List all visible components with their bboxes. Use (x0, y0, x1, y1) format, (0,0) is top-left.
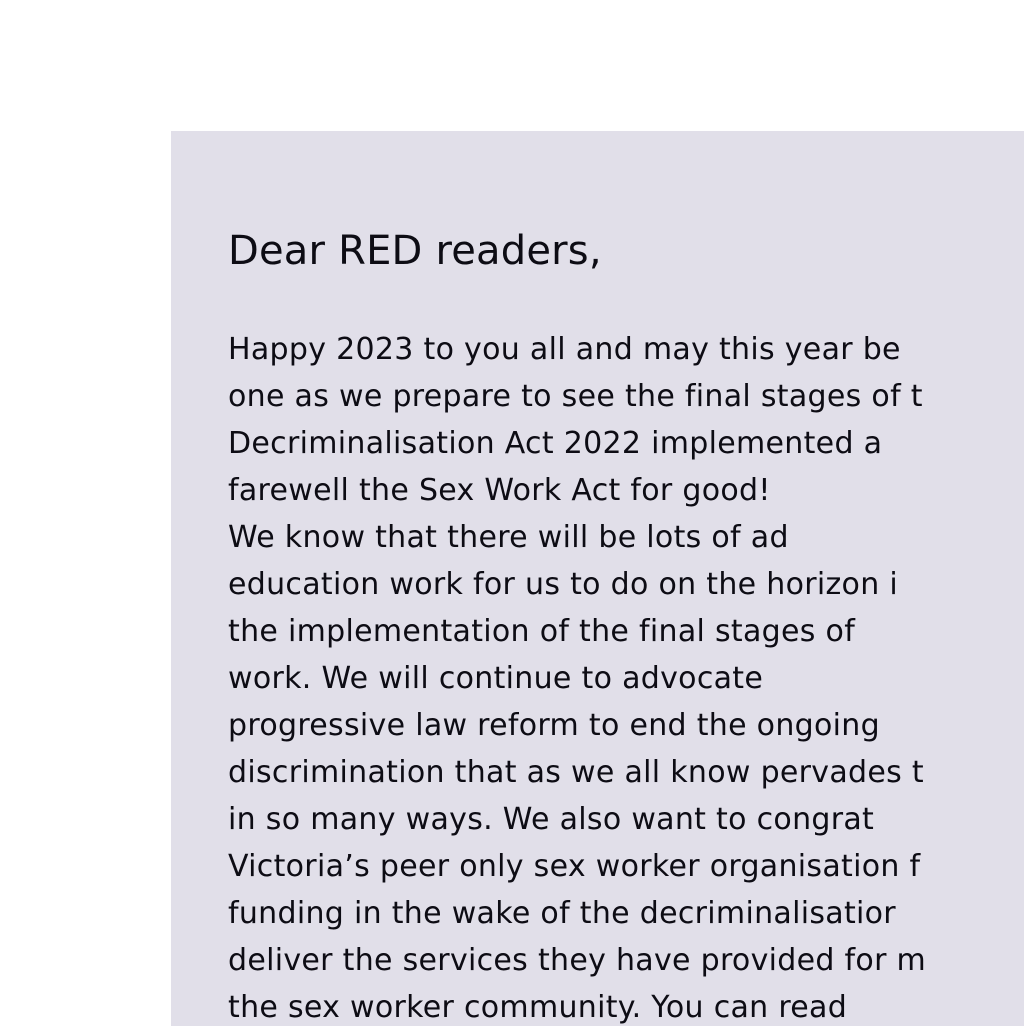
letter-line: in so many ways. We also want to congrat (228, 802, 875, 837)
letter-line: discrimination that as we all know pervades t (228, 755, 924, 790)
letter-greeting: Dear RED readers, (228, 228, 602, 274)
letter-line: education work for us to do on the horizon i (228, 567, 898, 602)
letter-line: We know that there will be lots of ad (228, 520, 789, 555)
letter-line: deliver the services they have provided for m (228, 943, 927, 978)
letter-panel (171, 131, 1024, 1026)
letter-line: farewell the Sex Work Act for good! (228, 473, 771, 508)
letter-line: the sex worker community. You can read (228, 990, 848, 1025)
letter-line: Victoria’s peer only sex worker organisation f (228, 849, 921, 884)
letter-line: Happy 2023 to you all and may this year be (228, 332, 901, 367)
letter-line: Decriminalisation Act 2022 implemented a (228, 426, 883, 461)
letter-line: the implementation of the final stages of (228, 614, 856, 649)
letter-line: one as we prepare to see the final stages of t (228, 379, 923, 414)
letter-line: funding in the wake of the decriminalisatior (228, 896, 896, 931)
letter-line: progressive law reform to end the ongoing (228, 708, 880, 743)
letter-line: work. We will continue to advocate (228, 661, 764, 696)
